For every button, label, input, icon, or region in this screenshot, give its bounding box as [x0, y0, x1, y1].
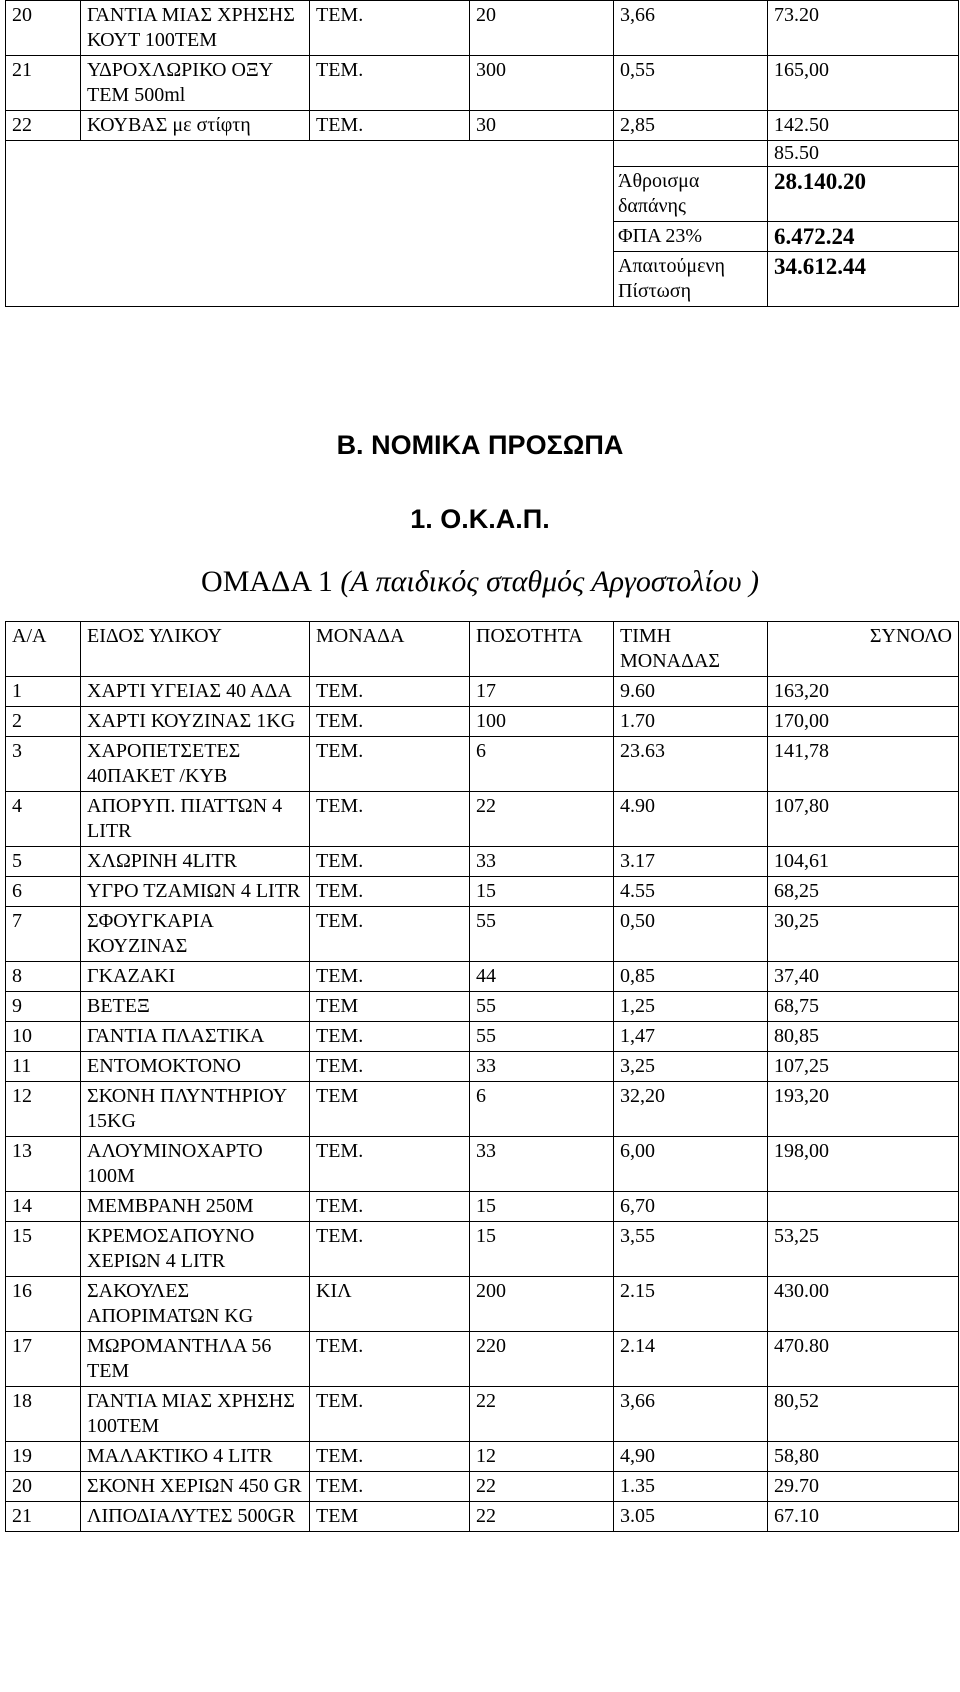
row-number: 6	[6, 877, 81, 907]
table-row	[6, 1052, 959, 1082]
total: 37,40	[768, 962, 959, 992]
unit: ΤΕΜ.	[310, 847, 470, 877]
table-row	[6, 1222, 959, 1277]
summary-label: ΦΠΑ 23%	[614, 222, 768, 252]
quantity: 55	[470, 992, 614, 1022]
row-number: 18	[6, 1387, 81, 1442]
quantity: 15	[470, 1222, 614, 1277]
quantity: 12	[470, 1442, 614, 1472]
row-number: 14	[6, 1192, 81, 1222]
header-price: ΤΙΜΗ ΜΟΝΑΔΑΣ	[614, 622, 768, 677]
item-name: ΓΑΝΤΙΑ ΜΙΑΣ ΧΡΗΣΗΣ ΚΟΥΤ 100ΤΕΜ	[81, 1, 310, 56]
empty-cell	[614, 141, 768, 167]
total: 53,25	[768, 1222, 959, 1277]
unit-price: 1,25	[614, 992, 768, 1022]
total: 198,00	[768, 1137, 959, 1192]
item-name: ΥΓΡΟ ΤΖΑΜΙΩΝ 4 LITR	[81, 877, 310, 907]
items-table	[5, 621, 959, 1532]
total: 80,52	[768, 1387, 959, 1442]
table-row	[6, 141, 959, 167]
table-row	[6, 737, 959, 792]
summary-value: 34.612.44	[768, 252, 959, 307]
summary-label: Άθροισμα δαπάνης	[614, 167, 768, 222]
header-unit: ΜΟΝΑΔΑ	[310, 622, 470, 677]
total	[768, 1192, 959, 1222]
unit: ΤΕΜ.	[310, 1052, 470, 1082]
item-name: ΣΚΟΝΗ ΧΕΡΙΩΝ 450 GR	[81, 1472, 310, 1502]
unit: ΤΕΜ.	[310, 1137, 470, 1192]
table-row	[6, 962, 959, 992]
item-name: ΧΛΩΡΙΝΗ 4LITR	[81, 847, 310, 877]
quantity: 22	[470, 1502, 614, 1532]
quantity: 22	[470, 1387, 614, 1442]
item-name: ΣΑΚΟΥΛΕΣ ΑΠΟΡΙΜΑΤΩΝ KG	[81, 1277, 310, 1332]
total: 170,00	[768, 707, 959, 737]
quantity: 20	[470, 1, 614, 56]
item-name: ΜΕΜΒΡΑΝΗ 250Μ	[81, 1192, 310, 1222]
quantity: 44	[470, 962, 614, 992]
unit: ΤΕΜ.	[310, 677, 470, 707]
unit: ΤΕΜ.	[310, 907, 470, 962]
row-number: 7	[6, 907, 81, 962]
table-row	[6, 847, 959, 877]
quantity: 55	[470, 907, 614, 962]
extra-total: 85.50	[768, 141, 959, 167]
total: 163,20	[768, 677, 959, 707]
total: 107,25	[768, 1052, 959, 1082]
total: 165,00	[768, 56, 959, 111]
item-name: ΑΠΟΡΥΠ. ΠΙΑΤΤΩΝ 4 LITR	[81, 792, 310, 847]
unit: ΤΕΜ.	[310, 1332, 470, 1387]
row-number: 12	[6, 1082, 81, 1137]
total: 58,80	[768, 1442, 959, 1472]
table-row	[6, 907, 959, 962]
total: 142.50	[768, 111, 959, 141]
unit: ΤΕΜ.	[310, 1, 470, 56]
table-row	[6, 1277, 959, 1332]
item-name: ΜΩΡΟΜΑΝΤΗΛΑ 56 ΤΕΜ	[81, 1332, 310, 1387]
item-name: ΒΕΤΕΞ	[81, 992, 310, 1022]
unit-price: 3.05	[614, 1502, 768, 1532]
total: 193,20	[768, 1082, 959, 1137]
unit: ΤΕΜ.	[310, 1192, 470, 1222]
unit-price: 2,85	[614, 111, 768, 141]
table-row	[6, 792, 959, 847]
table-row	[6, 677, 959, 707]
unit-price: 4,90	[614, 1442, 768, 1472]
table-row	[6, 1472, 959, 1502]
quantity: 33	[470, 1052, 614, 1082]
table-row	[6, 877, 959, 907]
quantity: 30	[470, 111, 614, 141]
unit-price: 1.35	[614, 1472, 768, 1502]
table-row	[6, 56, 959, 111]
unit-price: 23.63	[614, 737, 768, 792]
table-row	[6, 992, 959, 1022]
row-number: 8	[6, 962, 81, 992]
item-name: ΑΛΟΥΜΙΝΟΧΑΡΤΟ 100Μ	[81, 1137, 310, 1192]
empty-merged-cell	[6, 141, 614, 307]
row-number: 1	[6, 677, 81, 707]
continuation-table	[5, 0, 959, 307]
row-number: 17	[6, 1332, 81, 1387]
section-title: Β. ΝΟΜΙΚΑ ΠΡΟΣΩΠΑ	[336, 430, 624, 460]
summary-label: Απαιτούμενη Πίστωση	[614, 252, 768, 307]
unit-price: 32,20	[614, 1082, 768, 1137]
table-row	[6, 1387, 959, 1442]
organization-title: 1. Ο.Κ.Α.Π.	[410, 504, 550, 534]
quantity: 17	[470, 677, 614, 707]
row-number: 5	[6, 847, 81, 877]
item-name: ΣΦΟΥΓΚΑΡΙΑ ΚΟΥΖΙΝΑΣ	[81, 907, 310, 962]
row-number: 15	[6, 1222, 81, 1277]
total: 470.80	[768, 1332, 959, 1387]
total: 68,75	[768, 992, 959, 1022]
group-title	[0, 565, 960, 599]
table-row	[6, 707, 959, 737]
row-number: 3	[6, 737, 81, 792]
unit: ΤΕΜ.	[310, 792, 470, 847]
table-row	[6, 1082, 959, 1137]
header-no: Α/Α	[6, 622, 81, 677]
quantity: 33	[470, 1137, 614, 1192]
quantity: 200	[470, 1277, 614, 1332]
unit: ΤΕΜ	[310, 1082, 470, 1137]
unit-price: 4.55	[614, 877, 768, 907]
unit: ΤΕΜ.	[310, 1472, 470, 1502]
group-title-subtitle: (Α παιδικός σταθμός Αργοστολίου )	[340, 565, 759, 598]
unit-price: 1.70	[614, 707, 768, 737]
unit: ΤΕΜ.	[310, 1222, 470, 1277]
table-row	[6, 1442, 959, 1472]
header-total: ΣΥΝΟΛΟ	[768, 622, 959, 677]
unit-price: 0,50	[614, 907, 768, 962]
total: 68,25	[768, 877, 959, 907]
table-row	[6, 1332, 959, 1387]
unit-price: 2.15	[614, 1277, 768, 1332]
quantity: 6	[470, 737, 614, 792]
summary-value: 6.472.24	[768, 222, 959, 252]
table-row	[6, 1, 959, 56]
unit: ΤΕΜ.	[310, 962, 470, 992]
quantity: 22	[470, 792, 614, 847]
row-number: 11	[6, 1052, 81, 1082]
item-name: ΚΡΕΜΟΣΑΠΟΥΝΟ ΧΕΡΙΩΝ 4 LITR	[81, 1222, 310, 1277]
unit: ΤΕΜ.	[310, 1022, 470, 1052]
unit: ΤΕΜ	[310, 992, 470, 1022]
item-name: ΥΔΡΟΧΛΩΡΙΚΟ ΟΞΥ ΤΕΜ 500ml	[81, 56, 310, 111]
table-row	[6, 1137, 959, 1192]
item-name: ΧΑΡΟΠΕΤΣΕΤΕΣ 40ΠΑΚΕΤ /ΚΥΒ	[81, 737, 310, 792]
total: 30,25	[768, 907, 959, 962]
header-qty: ΠΟΣΟΤΗΤΑ	[470, 622, 614, 677]
total: 430.00	[768, 1277, 959, 1332]
quantity: 55	[470, 1022, 614, 1052]
table-row	[6, 1502, 959, 1532]
row-number: 16	[6, 1277, 81, 1332]
row-number: 13	[6, 1137, 81, 1192]
item-name: ΧΑΡΤΙ ΥΓΕΙΑΣ 40 ΑΔΑ	[81, 677, 310, 707]
item-name: ΧΑΡΤΙ ΚΟΥΖΙΝΑΣ 1KG	[81, 707, 310, 737]
total: 80,85	[768, 1022, 959, 1052]
row-number: 9	[6, 992, 81, 1022]
row-number: 22	[6, 111, 81, 141]
unit: ΤΕΜ.	[310, 877, 470, 907]
item-name: ΓΑΝΤΙΑ ΠΛΑΣΤΙΚΑ	[81, 1022, 310, 1052]
unit: ΤΕΜ.	[310, 1387, 470, 1442]
table-row	[6, 1022, 959, 1052]
unit: ΤΕΜ.	[310, 1442, 470, 1472]
summary-value: 28.140.20	[768, 167, 959, 222]
row-number: 20	[6, 1, 81, 56]
quantity: 100	[470, 707, 614, 737]
quantity: 22	[470, 1472, 614, 1502]
row-number: 20	[6, 1472, 81, 1502]
row-number: 2	[6, 707, 81, 737]
total: 29.70	[768, 1472, 959, 1502]
unit-price: 0,85	[614, 962, 768, 992]
unit-price: 1,47	[614, 1022, 768, 1052]
unit: ΤΕΜ.	[310, 111, 470, 141]
item-name: ΜΑΛΑΚΤΙΚΟ 4 LITR	[81, 1442, 310, 1472]
item-name: ΕΝΤΟΜΟΚΤΟΝΟ	[81, 1052, 310, 1082]
unit: ΤΕΜ.	[310, 707, 470, 737]
item-name: ΛΙΠΟΔΙΑΛΥΤΕΣ 500GR	[81, 1502, 310, 1532]
table-row	[6, 1192, 959, 1222]
total: 73.20	[768, 1, 959, 56]
unit-price: 9.60	[614, 677, 768, 707]
item-name: ΓΚΑΖΑΚΙ	[81, 962, 310, 992]
total: 67.10	[768, 1502, 959, 1532]
row-number: 21	[6, 56, 81, 111]
total: 107,80	[768, 792, 959, 847]
total: 104,61	[768, 847, 959, 877]
unit-price: 3,66	[614, 1, 768, 56]
continuation-table-body	[6, 1, 959, 307]
row-number: 21	[6, 1502, 81, 1532]
quantity: 15	[470, 877, 614, 907]
table-row	[6, 111, 959, 141]
unit-price: 4.90	[614, 792, 768, 847]
unit: ΤΕΜ.	[310, 737, 470, 792]
quantity: 15	[470, 1192, 614, 1222]
item-name: ΓΑΝΤΙΑ ΜΙΑΣ ΧΡΗΣΗΣ 100ΤΕΜ	[81, 1387, 310, 1442]
item-name: ΚΟΥΒΑΣ με στίφτη	[81, 111, 310, 141]
row-number: 4	[6, 792, 81, 847]
row-number: 19	[6, 1442, 81, 1472]
unit-price: 3,25	[614, 1052, 768, 1082]
unit-price: 3,66	[614, 1387, 768, 1442]
quantity: 6	[470, 1082, 614, 1137]
items-table-body	[6, 677, 959, 1532]
items-table-header-row	[6, 622, 959, 677]
unit: ΚΙΛ	[310, 1277, 470, 1332]
total: 141,78	[768, 737, 959, 792]
group-title-main: ΟΜΑΔΑ 1	[201, 565, 333, 598]
unit-price: 3.17	[614, 847, 768, 877]
unit-price: 0,55	[614, 56, 768, 111]
row-number: 10	[6, 1022, 81, 1052]
unit-price: 6,00	[614, 1137, 768, 1192]
unit-price: 3,55	[614, 1222, 768, 1277]
unit: ΤΕΜ	[310, 1502, 470, 1532]
quantity: 300	[470, 56, 614, 111]
quantity: 33	[470, 847, 614, 877]
unit: ΤΕΜ.	[310, 56, 470, 111]
quantity: 220	[470, 1332, 614, 1387]
unit-price: 6,70	[614, 1192, 768, 1222]
item-name: ΣΚΟΝΗ ΠΛΥΝΤΗΡΙΟΥ 15KG	[81, 1082, 310, 1137]
unit-price: 2.14	[614, 1332, 768, 1387]
header-item: ΕΙΔΟΣ ΥΛΙΚΟΥ	[81, 622, 310, 677]
